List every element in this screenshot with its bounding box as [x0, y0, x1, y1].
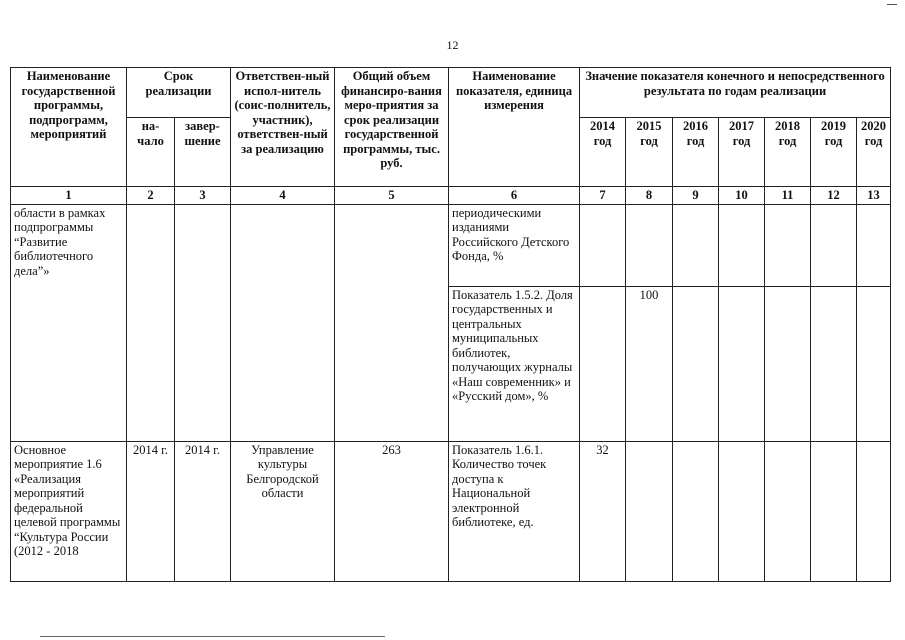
- header-year: 2015 год: [626, 118, 673, 187]
- bottom-rule: [40, 636, 385, 637]
- program-table: [10, 67, 891, 582]
- value-cell: [857, 286, 891, 441]
- value-cell: [580, 204, 626, 286]
- value-cell: [765, 286, 811, 441]
- program-name-cell: области в рамках подпрограммы “Развитие библиотечного дела”»: [11, 204, 127, 441]
- value-cell: [719, 441, 765, 581]
- start-cell: [127, 204, 175, 441]
- column-number: 10: [719, 187, 765, 205]
- value-cell: [673, 441, 719, 581]
- header-period: Срок реализации: [127, 68, 231, 118]
- header-year: 2016 год: [673, 118, 719, 187]
- value-cell: [765, 204, 811, 286]
- value-cell: [673, 286, 719, 441]
- header-year: 2017 год: [719, 118, 765, 187]
- column-number: 5: [335, 187, 449, 205]
- header-responsible: Ответствен-ный испол-нитель (соис-полнитель, участник), ответствен-ный за реализацию: [231, 68, 335, 187]
- column-number: 7: [580, 187, 626, 205]
- value-cell: [719, 204, 765, 286]
- value-cell: [857, 204, 891, 286]
- value-cell: [857, 441, 891, 581]
- header-indicator: Наименование показателя, единица измерения: [449, 68, 580, 187]
- value-cell: [765, 441, 811, 581]
- value-cell: [811, 286, 857, 441]
- column-number: 6: [449, 187, 580, 205]
- table-row: [11, 441, 891, 581]
- column-number: 1: [11, 187, 127, 205]
- corner-mark: [887, 4, 897, 5]
- value-cell: 32: [580, 441, 626, 581]
- header-year: 2020 год: [857, 118, 891, 187]
- end-cell: [175, 204, 231, 441]
- value-cell: [626, 441, 673, 581]
- header-funding: Общий объем финансиро-вания меро-приятия за срок реализации государственной программы, тыс. руб.: [335, 68, 449, 187]
- value-cell: [811, 204, 857, 286]
- header-year: 2019 год: [811, 118, 857, 187]
- responsible-cell: Управление культуры Белгородской области: [231, 441, 335, 581]
- header-end: завер-шение: [175, 118, 231, 187]
- value-cell: 100: [626, 286, 673, 441]
- column-number: 11: [765, 187, 811, 205]
- column-number: 9: [673, 187, 719, 205]
- value-cell: [580, 286, 626, 441]
- value-cell: [719, 286, 765, 441]
- funding-cell: 263: [335, 441, 449, 581]
- header-indicator-values: Значение показателя конечного и непосредственного результата по годам реализации: [580, 68, 891, 118]
- header-program-name: Наименование государственной программы, подпрограмм, мероприятий: [11, 68, 127, 187]
- responsible-cell: [231, 204, 335, 441]
- column-number: 3: [175, 187, 231, 205]
- indicator-name-cell: периодическими изданиями Российского Детского Фонда, %: [449, 204, 580, 286]
- column-number: 4: [231, 187, 335, 205]
- end-cell: 2014 г.: [175, 441, 231, 581]
- page-number: 12: [446, 38, 459, 52]
- column-number: 13: [857, 187, 891, 205]
- header-start: на-чало: [127, 118, 175, 187]
- table-row: [11, 204, 891, 286]
- start-cell: 2014 г.: [127, 441, 175, 581]
- column-number: 8: [626, 187, 673, 205]
- funding-cell: [335, 204, 449, 441]
- value-cell: [626, 204, 673, 286]
- value-cell: [811, 441, 857, 581]
- header-year: 2014 год: [580, 118, 626, 187]
- indicator-name-cell: Показатель 1.5.2. Доля государственных и центральных муниципальных библиотек, получающих журналы «Наш современник» и «Русский дом», %: [449, 286, 580, 441]
- program-name-cell: Основное мероприятие 1.6 «Реализация мероприятий федеральной целевой программы “Культура России (2012 - 2018: [11, 441, 127, 581]
- value-cell: [673, 204, 719, 286]
- header-year: 2018 год: [765, 118, 811, 187]
- indicator-name-cell: Показатель 1.6.1. Количество точек доступа к Национальной электронной библиотеке, ед.: [449, 441, 580, 581]
- column-number: 12: [811, 187, 857, 205]
- column-number: 2: [127, 187, 175, 205]
